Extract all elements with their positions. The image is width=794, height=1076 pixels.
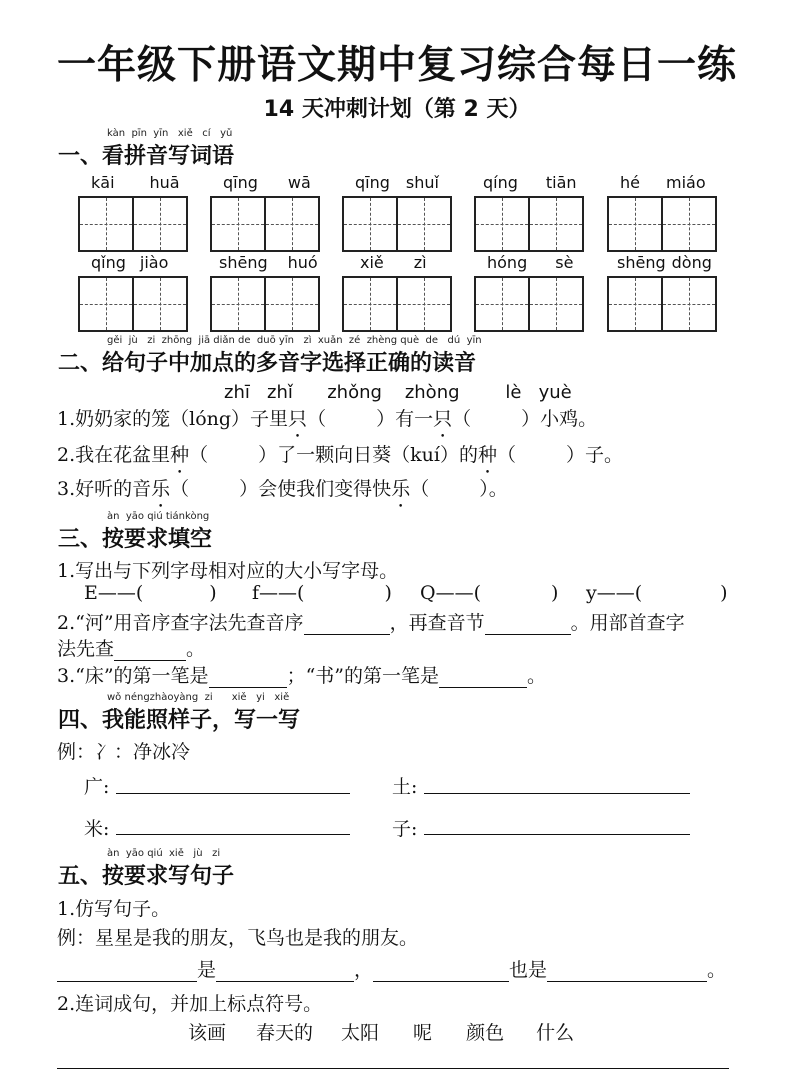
example-line: 例：冫：净冰冷 bbox=[57, 741, 191, 763]
question-line: 2.我在花盆里种（ ）了一颗向日葵（kuí）的种（ ）子。 bbox=[57, 444, 624, 466]
question-line: 1.奶奶家的笼（lóng）子里只（ ）有一只（ ）小鸡。 bbox=[57, 408, 598, 430]
section5-pinyin: àn yāo qiú xiě jù zi bbox=[107, 848, 221, 859]
answer-blank[interactable] bbox=[57, 959, 197, 982]
letter-blank[interactable]: y——( ) bbox=[586, 582, 728, 604]
section3-pinyin: àn yāo qiú tiánkòng bbox=[107, 511, 210, 522]
section1-heading: 一、看拼音写词语 bbox=[58, 144, 235, 169]
answer-line[interactable] bbox=[57, 1068, 729, 1069]
answer-line[interactable] bbox=[424, 793, 690, 794]
question-line: 1.写出与下列字母相对应的大小写字母。 bbox=[57, 560, 399, 582]
answer-blank[interactable] bbox=[547, 959, 707, 982]
pinyin-label: shēng dòng bbox=[617, 253, 712, 272]
section2-pinyin: gěi jù zi zhōng jiā diǎn de duō yīn zì xuǎn zé zhèng què de dú yīn bbox=[107, 335, 482, 346]
letter-blank[interactable]: E——( ) bbox=[84, 582, 217, 604]
pinyin-label: kāi huā bbox=[91, 173, 180, 192]
section4-pinyin: wǒ néngzhàoyàng zi xiě yi xiě bbox=[107, 692, 290, 703]
answer-blank[interactable] bbox=[485, 612, 571, 635]
word-list: 该画 春天的 太阳 呢 颜色 什么 bbox=[188, 1022, 575, 1044]
pinyin-label: hé miáo bbox=[620, 173, 706, 192]
question-line: 3.“床”的第一笔是 ；“书”的第一笔是 。 bbox=[57, 665, 547, 687]
pinyin-label: qǐng jiào bbox=[91, 253, 169, 272]
answer-line[interactable] bbox=[116, 793, 350, 794]
writing-grid[interactable] bbox=[342, 276, 452, 332]
page-subtitle: 14 天冲刺计划（第 2 天） bbox=[263, 97, 531, 122]
writing-grid[interactable] bbox=[474, 276, 584, 332]
section5-heading: 五、按要求写句子 bbox=[58, 864, 235, 889]
answer-blank[interactable] bbox=[373, 959, 509, 982]
question-line: 2.“河”用音序查字法先查音序 ，再查音节 。用部首查字 bbox=[57, 612, 685, 634]
writing-grid[interactable] bbox=[474, 196, 584, 252]
writing-grid[interactable] bbox=[607, 196, 717, 252]
imitation-sentence: 是 ， 也是 。 bbox=[57, 955, 726, 982]
question-line: 2.连词成句，并加上标点符号。 bbox=[57, 993, 323, 1015]
writing-grid[interactable] bbox=[210, 196, 320, 252]
section1-pinyin: kàn pīn yīn xiě cí yǔ bbox=[107, 128, 233, 139]
radical-item: 广: bbox=[84, 776, 110, 798]
writing-grid[interactable] bbox=[607, 276, 717, 332]
answer-blank[interactable] bbox=[209, 665, 287, 688]
answer-blank[interactable] bbox=[114, 638, 186, 661]
pinyin-label: xiě zì bbox=[360, 253, 427, 272]
answer-line[interactable] bbox=[424, 834, 690, 835]
writing-grid[interactable] bbox=[342, 196, 452, 252]
example-line: 例：星星是我的朋友，飞鸟也是我的朋友。 bbox=[57, 927, 419, 949]
writing-grid[interactable] bbox=[78, 196, 188, 252]
question-line: 1.仿写句子。 bbox=[57, 898, 171, 920]
pinyin-label: qīng shuǐ bbox=[355, 173, 439, 192]
section2-heading: 二、给句子中加点的多音字选择正确的读音 bbox=[58, 351, 477, 376]
letter-blank[interactable]: f——( ) bbox=[252, 582, 392, 604]
question-line: 法先查 。 bbox=[57, 638, 206, 660]
section3-heading: 三、按要求填空 bbox=[58, 527, 213, 552]
pinyin-label: shēng huó bbox=[219, 253, 318, 272]
letter-blank[interactable]: Q——( ) bbox=[420, 582, 559, 604]
pinyin-label: qīng wā bbox=[223, 173, 311, 192]
question-line: 3.好听的音乐（ ）会使我们变得快乐（ ）。 bbox=[57, 478, 508, 500]
page-title: 一年级下册语文期中复习综合每日一练 bbox=[56, 43, 737, 88]
answer-blank[interactable] bbox=[216, 959, 354, 982]
pinyin-label: hóng sè bbox=[487, 253, 574, 272]
section4-heading: 四、我能照样子，写一写 bbox=[58, 708, 301, 733]
answer-line[interactable] bbox=[116, 834, 350, 835]
writing-grid[interactable] bbox=[210, 276, 320, 332]
radical-item: 米: bbox=[84, 818, 110, 840]
pinyin-label: qíng tiān bbox=[483, 173, 577, 192]
radical-item: 子: bbox=[392, 818, 418, 840]
pronunciation-options: zhī zhǐ zhǒng zhòng lè yuè bbox=[224, 382, 572, 403]
radical-item: 土: bbox=[392, 776, 418, 798]
writing-grid[interactable] bbox=[78, 276, 188, 332]
answer-blank[interactable] bbox=[439, 665, 527, 688]
answer-blank[interactable] bbox=[304, 612, 390, 635]
